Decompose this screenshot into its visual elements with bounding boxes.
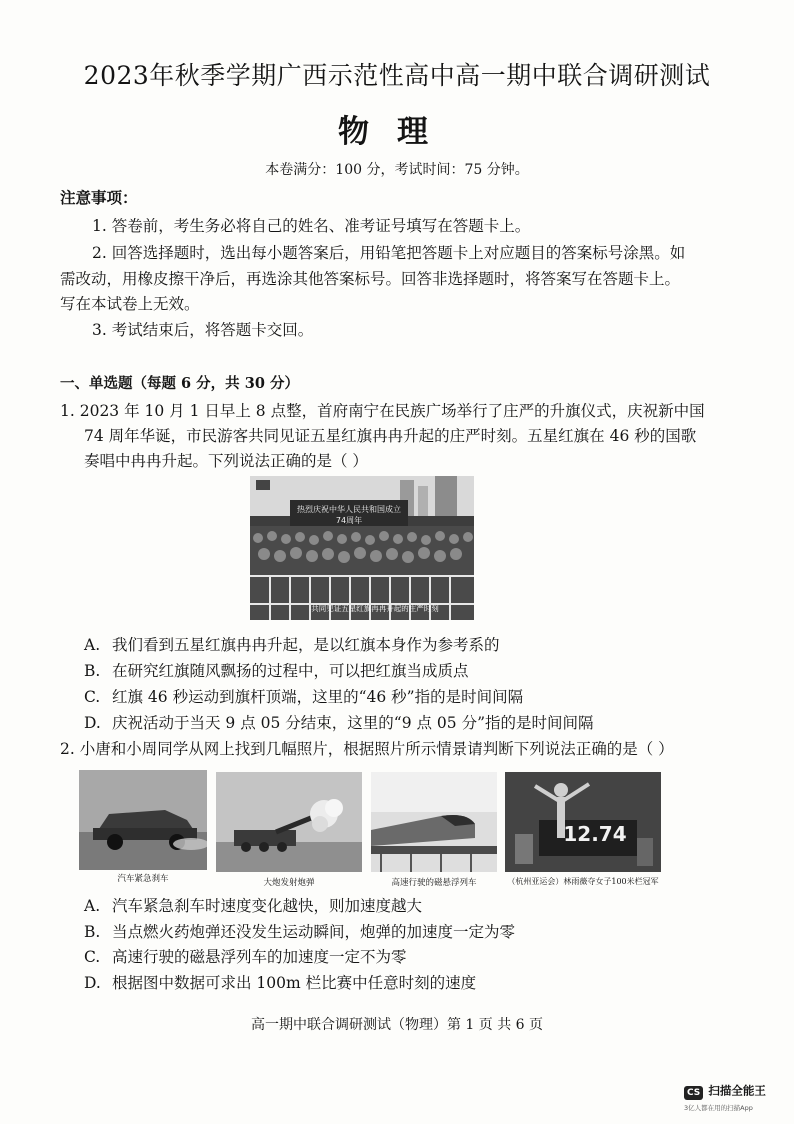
q2-caption-2: 大炮发射炮弹 xyxy=(263,878,315,888)
q1-option-c: C. 红旗 46 秒运动到旗杆顶端，这里的“46 秒”指的是时间间隔 xyxy=(84,688,524,706)
car-braking-illustration xyxy=(79,770,207,870)
scoreboard-time: 12.74 xyxy=(563,822,627,846)
notes-line-3: 需改动，用橡皮擦干净后，再选涂其他答案标号。回答非选择题时，将答案写在答题卡上。 xyxy=(60,270,681,288)
q1-stem-line-1: 1. 2023 年 10 月 1 日早上 8 点整，首府南宁在民族广场举行了庄严的升旗仪式，庆祝新中国 xyxy=(60,402,705,420)
q2-photo-hurdle-race xyxy=(505,772,661,872)
subject-title: 物理 xyxy=(338,114,456,150)
q1-option-d: D. 庆祝活动于当天 9 点 05 分结束，这里的“9 点 05 分”指的是时间间隔 xyxy=(84,714,594,732)
q2-photo-car-braking xyxy=(79,770,207,870)
scanner-app-name: 扫描全能王 xyxy=(708,1083,766,1098)
q2-option-c: C. 高速行驶的磁悬浮列车的加速度一定不为零 xyxy=(84,948,407,966)
q2-caption-3: 高速行驶的磁悬浮列车 xyxy=(391,878,477,888)
q1-photo-caption: 共同见证五星红旗冉冉升起的庄严时刻 xyxy=(311,604,439,613)
scanner-tagline: 3亿人都在用的扫描App xyxy=(684,1104,753,1112)
notes-line-1: 1. 答卷前，考生务必将自己的姓名、准考证号填写在答题卡上。 xyxy=(92,217,531,235)
q1-option-b: B. 在研究红旗随风飘扬的过程中，可以把红旗当成质点 xyxy=(84,662,469,680)
q2-photo-artillery xyxy=(216,772,362,872)
q1-photo-banner: 热烈庆祝中华人民共和国成立74周年 xyxy=(297,505,401,525)
exam-title: 2023年秋季学期广西示范性高中高一期中联合调研测试 xyxy=(83,61,711,90)
q2-caption-1: 汽车紧急刹车 xyxy=(117,874,169,884)
q1-photo-scene xyxy=(250,476,474,620)
q2-caption-4: （杭州亚运会）林雨薇夺女子100米栏冠军 xyxy=(507,877,659,886)
page-footer: 高一期中联合调研测试（物理）第 1 页 共 6 页 xyxy=(250,1017,544,1033)
q1-stem-line-2: 74 周年华诞，市民游客共同见证五星红旗冉冉升起的庄严时刻。五星红旗在 46 秒的国歌 xyxy=(84,427,697,445)
artillery-illustration xyxy=(216,772,362,872)
scanner-watermark xyxy=(684,1080,784,1112)
q2-option-a: A. 汽车紧急刹车时速度变化越快，则加速度越大 xyxy=(84,897,423,915)
q2-option-d: D. 根据图中数据可求出 100m 栏比赛中任意时刻的速度 xyxy=(84,974,477,992)
q2-option-b: B. 当点燃火药炮弹还没发生运动瞬间，炮弹的加速度一定为零 xyxy=(84,923,516,941)
section-heading: 一、单选题（每题 6 分，共 30 分） xyxy=(60,375,299,392)
notes-line-2: 2. 回答选择题时，选出每小题答案后，用铅笔把答题卡上对应题目的答案标号涂黑。如 xyxy=(92,244,686,262)
notes-line-4: 写在本试卷上无效。 xyxy=(60,295,200,313)
score-time-line: 本卷满分：100 分，考试时间：75 分钟。 xyxy=(265,162,529,178)
notes-heading: 注意事项： xyxy=(60,188,138,207)
q1-flag-ceremony-photo xyxy=(250,476,474,620)
maglev-illustration xyxy=(371,772,497,872)
notes-line-5: 3. 考试结束后，将答题卡交回。 xyxy=(92,321,314,339)
scanner-logo-icon: CS xyxy=(684,1086,703,1100)
q2-stem: 2. 小唐和小周同学从网上找到几幅照片，根据照片所示情景请判断下列说法正确的是（ ） xyxy=(60,740,674,758)
q2-photo-maglev-train xyxy=(371,772,497,872)
q1-option-a: A. 我们看到五星红旗冉冉升起，是以红旗本身作为参考系的 xyxy=(84,636,500,654)
q1-stem-line-3: 奏唱中冉冉升起。下列说法正确的是（ ） xyxy=(84,452,368,470)
